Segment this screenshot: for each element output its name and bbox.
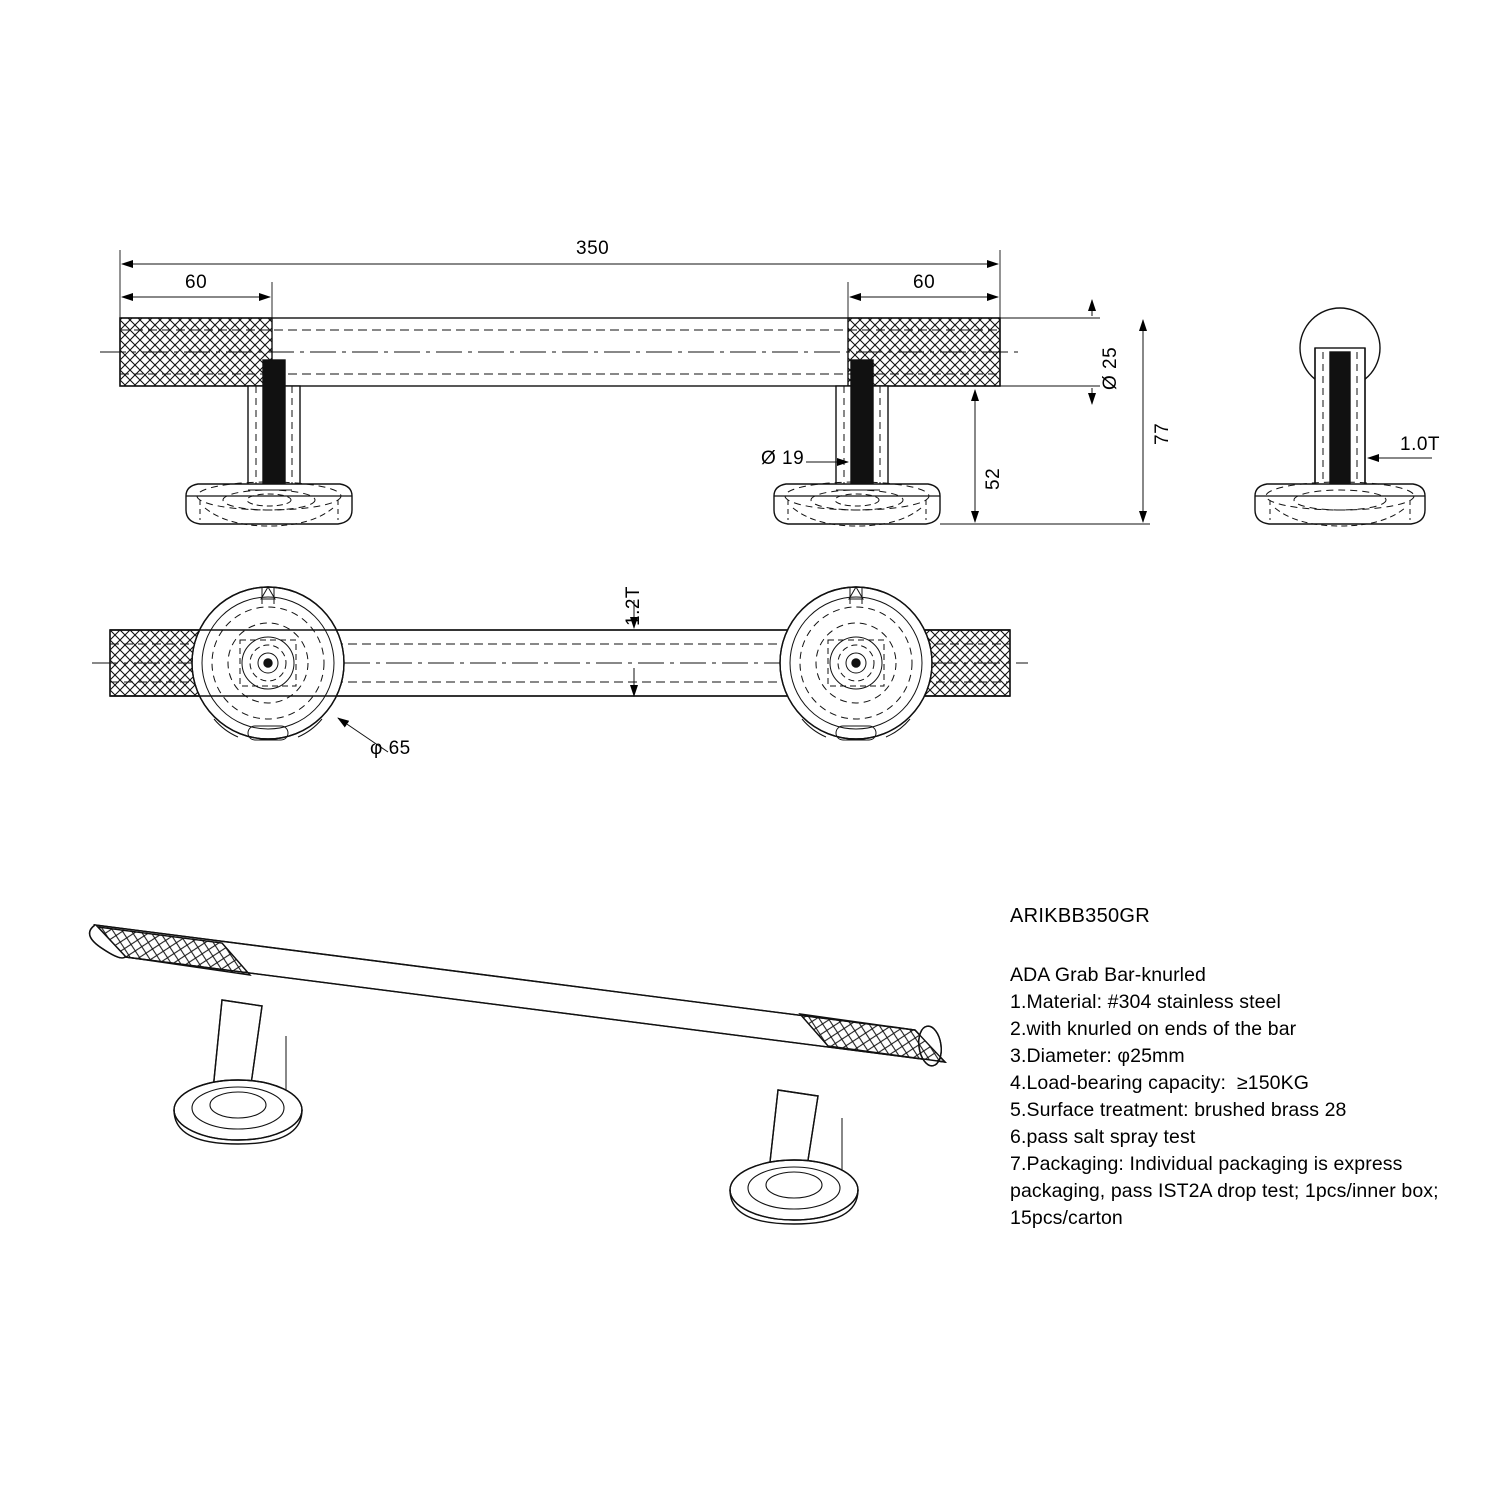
plan-view [92, 587, 1028, 752]
dim-post-diameter: Ø 19 [761, 448, 805, 469]
spec-line-material: 1.Material: #304 stainless steel [1010, 991, 1281, 1013]
product-code: ARIKBB350GR [1010, 905, 1151, 927]
dim-flange-diameter: φ 65 [370, 738, 411, 759]
dim-height-center: 52 [983, 467, 1004, 490]
spec-line-knurled: 2.with knurled on ends of the bar [1010, 1018, 1297, 1040]
side-elevation-view [1255, 308, 1432, 526]
spec-line-surface: 5.Surface treatment: brushed brass 28 [1010, 1099, 1347, 1121]
dim-knurl-left: 60 [185, 272, 208, 293]
spec-line-load: 4.Load-bearing capacity: ≥150KG [1010, 1072, 1310, 1094]
spec-line-packaging: 7.Packaging: Individual packaging is express packaging, pass IST2A drop test; 1pcs/inner box; 15pcs/carton [1010, 1153, 1445, 1229]
spec-line-salt-spray: 6.pass salt spray test [1010, 1126, 1196, 1148]
dim-wall-thickness-top: 1.2T [623, 585, 644, 626]
dim-bar-diameter: Ø 25 [1100, 346, 1121, 390]
dim-wall-thickness-side: 1.0T [1400, 434, 1441, 455]
specification-block [1010, 905, 1480, 1232]
dim-height-total: 77 [1152, 422, 1173, 445]
product-name: ADA Grab Bar-knurled [1010, 964, 1207, 986]
spec-line-diameter: 3.Diameter: φ25mm [1010, 1045, 1185, 1067]
dim-knurl-right: 60 [913, 272, 936, 293]
dim-overall-length: 350 [576, 238, 610, 259]
perspective-view [90, 925, 945, 1224]
